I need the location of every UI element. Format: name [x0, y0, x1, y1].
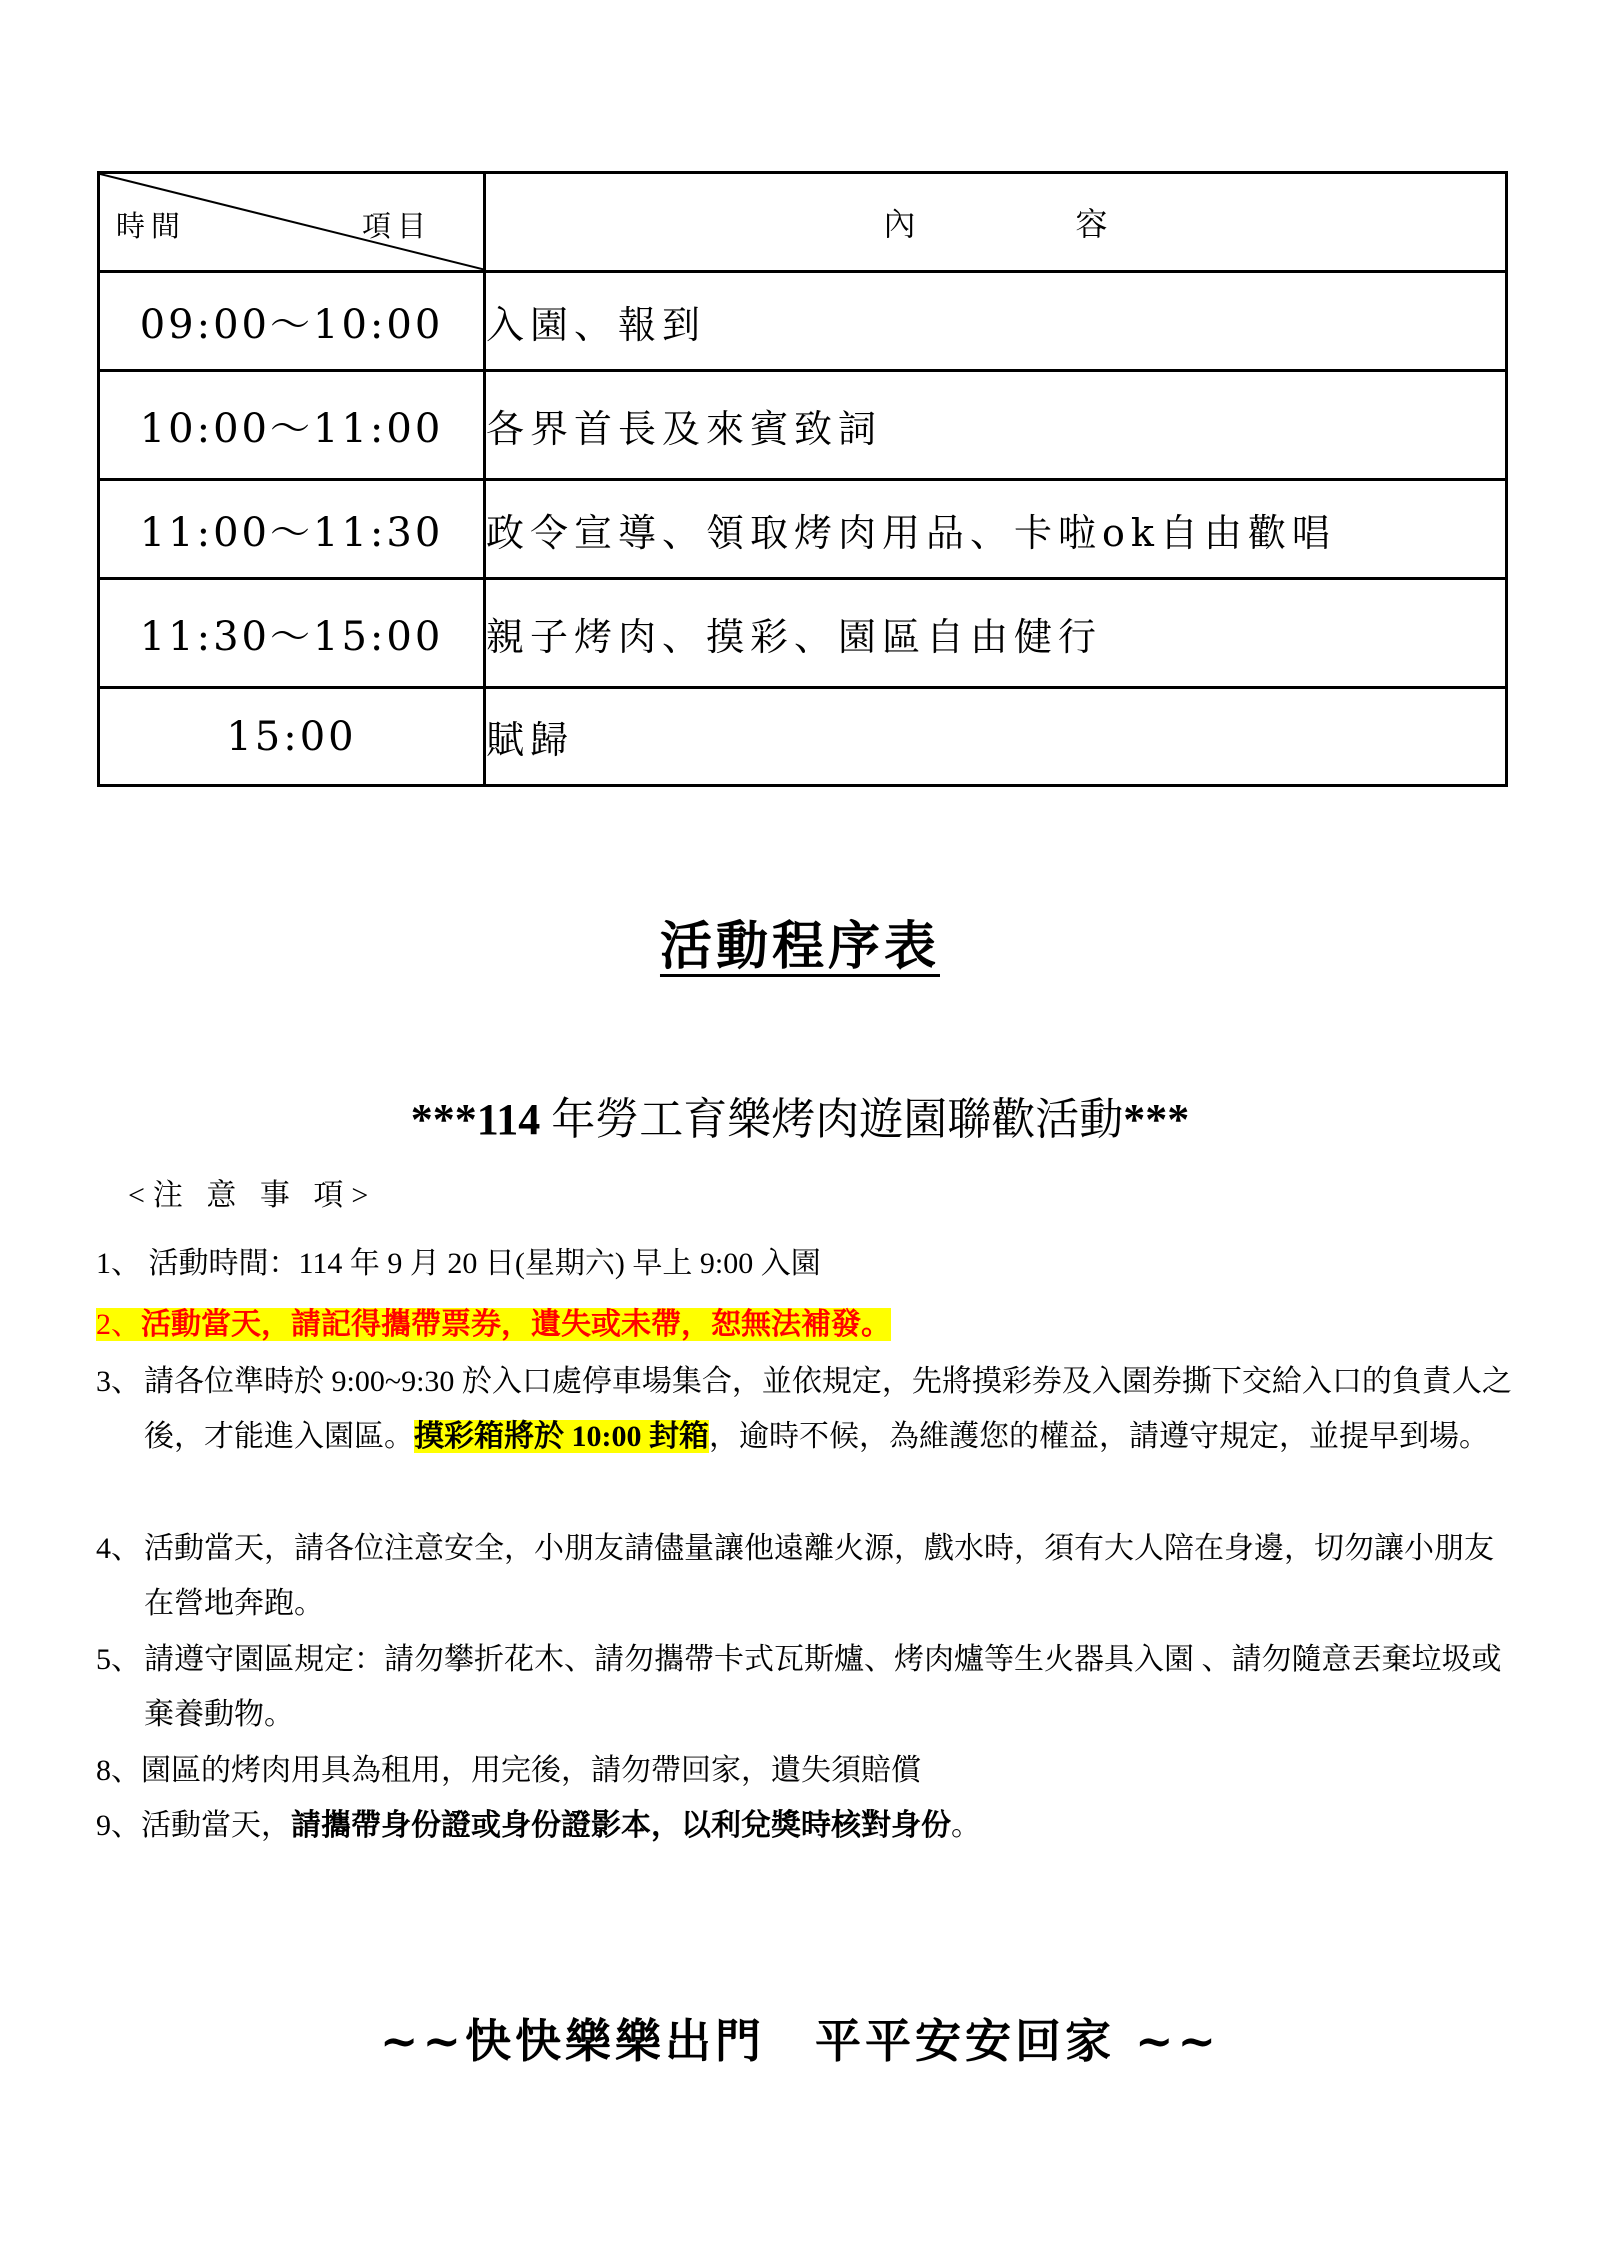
header-content-label-b: 容 [1075, 205, 1108, 243]
page-title-wrap [0, 904, 1600, 979]
note-number: 9、 [96, 1809, 141, 1842]
schedule-row [99, 579, 1507, 688]
subtitle-stars-left: *** [410, 1095, 477, 1144]
subtitle-text: 年勞工育樂烤肉遊園聯歡活動 [540, 1095, 1124, 1144]
schedule-row [99, 688, 1507, 786]
schedule-content: 政令宣導、領取烤肉用品、卡啦ok自由歡唱 [485, 480, 1507, 579]
schedule-time: 09:00～10:00 [99, 272, 485, 371]
note-text: 活動當天，請各位注意安全，小朋友請儘量讓他遠離火源，戲水時，須有大人陪在身邊，切勿讓小朋友在營地奔跑。 [144, 1532, 1494, 1620]
header-content-cell [485, 173, 1507, 272]
note-number: 4、 [96, 1532, 141, 1565]
event-subtitle [0, 1083, 1600, 1147]
schedule-content: 各界首長及來賓致詞 [485, 371, 1507, 480]
note-item [96, 1632, 1516, 1742]
schedule-header-row [99, 173, 1507, 272]
note-number: 3、 [96, 1365, 141, 1398]
schedule-time: 11:30～15:00 [99, 579, 485, 688]
schedule-row [99, 272, 1507, 371]
note-number: 2、 [96, 1308, 141, 1341]
note-item [96, 1354, 1516, 1464]
schedule-table [97, 171, 1508, 787]
note-text: 請遵守園區規定：請勿攀折花木、請勿攜帶卡式瓦斯爐、烤肉爐等生火器具入園 、請勿隨意丟棄垃圾或棄養動物。 [144, 1643, 1502, 1731]
note-text: 活動時間：114 年 9 月 20 日(星期六) 早上 9:00 入園 [141, 1247, 821, 1280]
schedule-content: 賦歸 [485, 688, 1507, 786]
notes-heading: <注 意 事 項> [128, 1179, 377, 1212]
schedule-content: 入園、報到 [485, 272, 1507, 371]
schedule-time: 15:00 [99, 688, 485, 786]
note-item [96, 1238, 1516, 1282]
note-item [96, 1743, 1516, 1798]
note-item [96, 1521, 1516, 1631]
note-text: 活動當天， [141, 1809, 291, 1842]
diagonal-header-cell [99, 173, 485, 272]
note-item [96, 1798, 1516, 1853]
note-number: 5、 [96, 1643, 141, 1676]
schedule-time: 10:00～11:00 [99, 371, 485, 480]
note-text: 活動當天，請記得攜帶票券，遺失或未帶，恕無法補發。 [141, 1308, 891, 1341]
footer-slogan: ~~快快樂樂出門 平平安安回家 ~~ [379, 2014, 1221, 2068]
note-number: 1、 [96, 1247, 141, 1280]
note-text: 請各位準時於 9:00~9:30 於入口處停車場集合，並依規定，先將摸彩券及入園券撕下交給入口的負責人之後，才能進入園區。 [144, 1365, 1512, 1453]
schedule-content: 親子烤肉、摸彩、園區自由健行 [485, 579, 1507, 688]
header-time-label: 時間 [116, 209, 187, 243]
subtitle-stars-right: *** [1123, 1095, 1190, 1144]
note-text: 園區的烤肉用具為租用，用完後，請勿帶回家，遺失須賠償 [141, 1754, 921, 1787]
note-text: ，逾時不候，為維護您的權益，請遵守規定，並提早到場。 [709, 1420, 1489, 1453]
note-text: 。 [951, 1809, 981, 1842]
page-title: 活動程序表 [659, 916, 940, 977]
schedule-time: 11:00～11:30 [99, 480, 485, 579]
subtitle-year: 114 [476, 1095, 541, 1144]
note-number: 8、 [96, 1754, 141, 1787]
schedule-row [99, 480, 1507, 579]
header-content-label-a: 內 [883, 205, 916, 243]
note-highlight-text: 摸彩箱將於 10:00 封箱 [414, 1420, 709, 1453]
schedule-row [99, 371, 1507, 480]
header-item-label: 項目 [362, 209, 433, 243]
note-item [96, 1299, 1516, 1343]
note-bold-text: 請攜帶身份證或身份證影本，以利兌獎時核對身份 [291, 1809, 951, 1842]
